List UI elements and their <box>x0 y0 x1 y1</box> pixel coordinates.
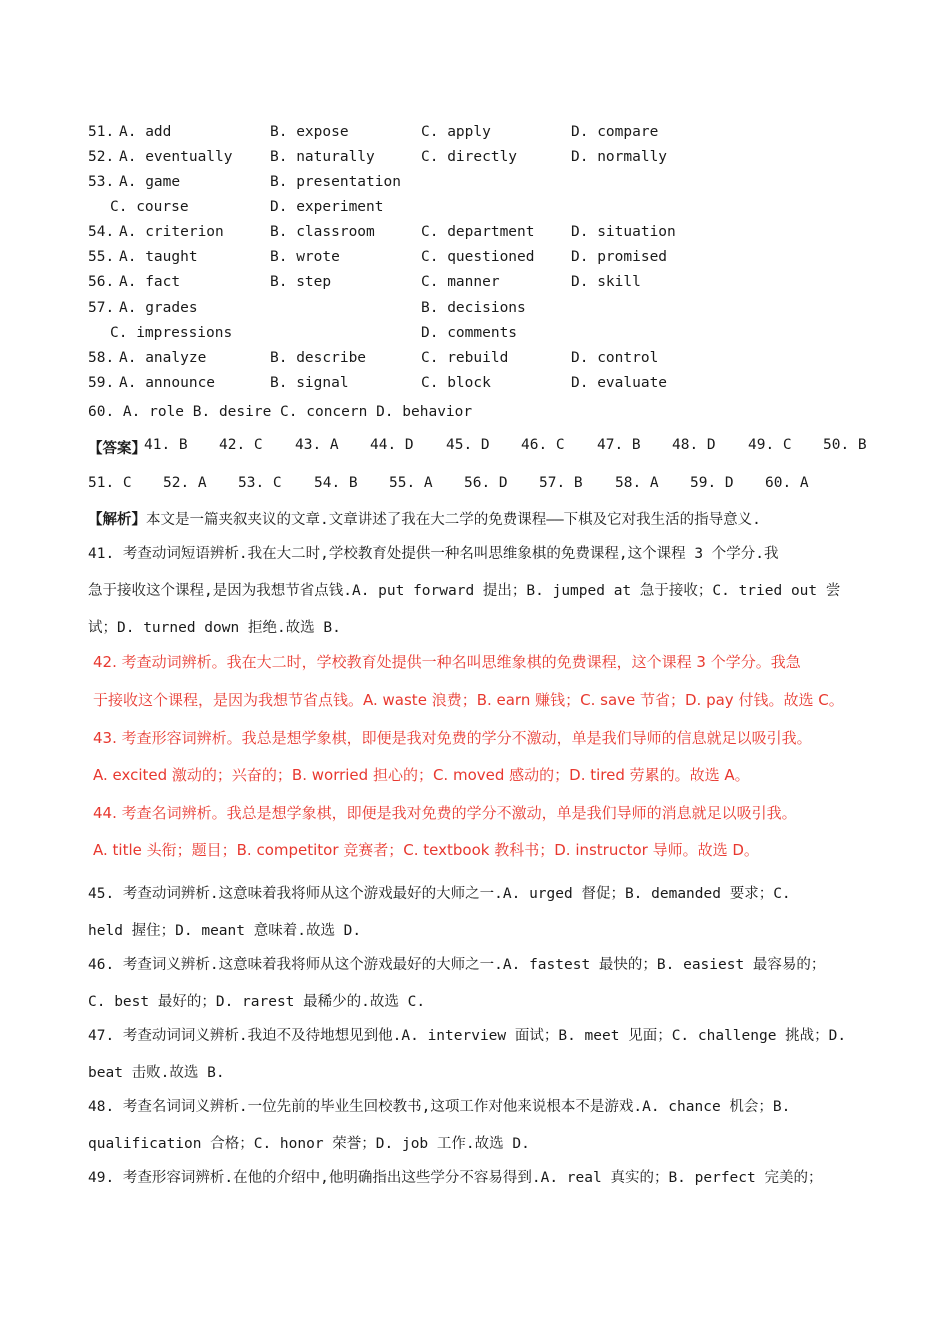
answer-item: 59. D <box>690 475 734 491</box>
answer-item: 56. D <box>464 475 508 491</box>
option-a: A. eventually <box>119 149 233 165</box>
explanation-44-line-2: A. title 头衔；题目；B. competitor 竞赛者；C. textbook 教科书；D. instructor 导师。故选 D。 <box>93 841 759 859</box>
explanation-48-line-2: qualification 合格；C. honor 荣誉；D. job 工作.故选 D. <box>88 1136 530 1152</box>
question-60-options: 60. A. role B. desire C. concern D. behavior <box>88 404 473 420</box>
question-number: 53. <box>88 174 115 190</box>
option-c: C. rebuild <box>421 350 509 366</box>
option-a: A. add <box>119 124 172 140</box>
option-b: B. step <box>270 274 332 290</box>
answer-item: 55. A <box>389 475 433 491</box>
option-d: D. situation <box>571 224 676 240</box>
explanation-41-line-3: 试；D. turned down 拒绝.故选 B. <box>88 620 341 636</box>
explanation-46-line-1: 46. 考查词义辨析.这意味着我将师从这个游戏最好的大师之一.A. fastest 最快的；B. easiest 最容易的； <box>88 957 826 973</box>
answer-item: 43. A <box>295 437 339 453</box>
explanation-47-line-2: beat 击败.故选 B. <box>88 1065 225 1081</box>
explanation-43-line-1: 43. 考查形容词辨析。我总是想学象棋，即便是我对免费的学分不激动，单是我们导师的信息就足以吸引我。 <box>93 729 812 747</box>
answer-item: 49. C <box>748 437 792 453</box>
option-a: A. game <box>119 174 181 190</box>
option-a: A. taught <box>119 249 198 265</box>
option-c: C. course <box>110 199 189 215</box>
answer-item: 54. B <box>314 475 358 491</box>
answer-item: 47. B <box>597 437 641 453</box>
option-d: D. experiment <box>270 199 384 215</box>
answer-item: 50. B <box>823 437 867 453</box>
option-d: D. evaluate <box>571 375 668 391</box>
option-a: A. announce <box>119 375 216 391</box>
explanation-43-line-2: A. excited 激动的；兴奋的；B. worried 担心的；C. moved 感动的；D. tired 劳累的。故选 A。 <box>93 766 750 784</box>
option-c: C. impressions <box>110 325 233 341</box>
option-c: C. manner <box>421 274 500 290</box>
option-c: C. department <box>421 224 535 240</box>
answer-label: 【答案】 <box>88 441 146 457</box>
option-d: D. promised <box>571 249 668 265</box>
answer-item: 58. A <box>615 475 659 491</box>
analysis-summary <box>88 508 761 529</box>
option-a: A. fact <box>119 274 181 290</box>
answer-item: 53. C <box>238 475 282 491</box>
answer-key-row-1 <box>88 437 146 458</box>
explanation-44-line-1: 44. 考查名词辨析。我总是想学象棋，即便是我对免费的学分不激动，单是我们导师的消息就足以吸引我。 <box>93 804 797 822</box>
explanation-45-line-1: 45. 考查动词辨析.这意味着我将师从这个游戏最好的大师之一.A. urged 督促；B. demanded 要求；C. <box>88 886 791 902</box>
option-b: B. wrote <box>270 249 340 265</box>
option-c: C. questioned <box>421 249 535 265</box>
answer-item: 46. C <box>521 437 565 453</box>
option-b: B. decisions <box>421 300 526 316</box>
option-d: D. comments <box>421 325 518 341</box>
explanation-41-line-1: 41. 考查动词短语辨析.我在大二时,学校教育处提供一种名叫思维象棋的免费课程,这个课程 3 个学分.我 <box>88 546 779 562</box>
analysis-label: 【解析】 <box>88 512 146 528</box>
answer-item: 57. B <box>539 475 583 491</box>
answer-item: 51. C <box>88 475 132 491</box>
option-d: D. normally <box>571 149 668 165</box>
question-number: 57. <box>88 300 115 316</box>
option-d: D. compare <box>571 124 659 140</box>
analysis-text: 本文是一篇夹叙夹议的文章.文章讲述了我在大二学的免费课程——下棋及它对我生活的指导意义. <box>146 512 761 528</box>
question-number: 55. <box>88 249 115 265</box>
option-d: D. control <box>571 350 659 366</box>
answer-item: 41. B <box>144 437 188 453</box>
explanation-45-line-2: held 握住；D. meant 意味着.故选 D. <box>88 923 362 939</box>
option-b: B. classroom <box>270 224 375 240</box>
answer-item: 60. A <box>765 475 809 491</box>
answer-item: 45. D <box>446 437 490 453</box>
question-number: 52. <box>88 149 115 165</box>
option-c: C. block <box>421 375 491 391</box>
answer-item: 52. A <box>163 475 207 491</box>
explanation-42-line-2: 于接收这个课程，是因为我想节省点钱。A. waste 浪费；B. earn 赚钱；C. save 节省；D. pay 付钱。故选 C。 <box>93 691 844 709</box>
explanation-48-line-1: 48. 考查名词词义辨析.一位先前的毕业生回校教书,这项工作对他来说根本不是游戏.A. chance 机会；B. <box>88 1099 791 1115</box>
option-b: B. signal <box>270 375 349 391</box>
explanation-41-line-2: 急于接收这个课程,是因为我想节省点钱.A. put forward 提出；B. jumped at 急于接收；C. tried out 尝 <box>88 583 841 599</box>
option-c: C. apply <box>421 124 491 140</box>
answer-item: 44. D <box>370 437 414 453</box>
answer-item: 48. D <box>672 437 716 453</box>
option-b: B. naturally <box>270 149 375 165</box>
answer-item: 42. C <box>219 437 263 453</box>
question-number: 58. <box>88 350 115 366</box>
option-c: C. directly <box>421 149 518 165</box>
option-a: A. analyze <box>119 350 207 366</box>
option-a: A. criterion <box>119 224 224 240</box>
explanation-46-line-2: C. best 最好的；D. rarest 最稀少的.故选 C. <box>88 994 426 1010</box>
option-b: B. describe <box>270 350 367 366</box>
explanation-42-line-1: 42. 考查动词辨析。我在大二时，学校教育处提供一种名叫思维象棋的免费课程，这个课程 3 个学分。我急 <box>93 653 801 671</box>
question-number: 51. <box>88 124 115 140</box>
explanation-49-line-1: 49. 考查形容词辨析.在他的介绍中,他明确指出这些学分不容易得到.A. real 真实的；B. perfect 完美的； <box>88 1170 823 1186</box>
option-a: A. grades <box>119 300 198 316</box>
option-d: D. skill <box>571 274 641 290</box>
option-b: B. presentation <box>270 174 401 190</box>
question-number: 56. <box>88 274 115 290</box>
question-number: 54. <box>88 224 115 240</box>
explanation-47-line-1: 47. 考查动词词义辨析.我迫不及待地想见到他.A. interview 面试；B. meet 见面；C. challenge 挑战；D. <box>88 1028 847 1044</box>
question-number: 59. <box>88 375 115 391</box>
option-b: B. expose <box>270 124 349 140</box>
